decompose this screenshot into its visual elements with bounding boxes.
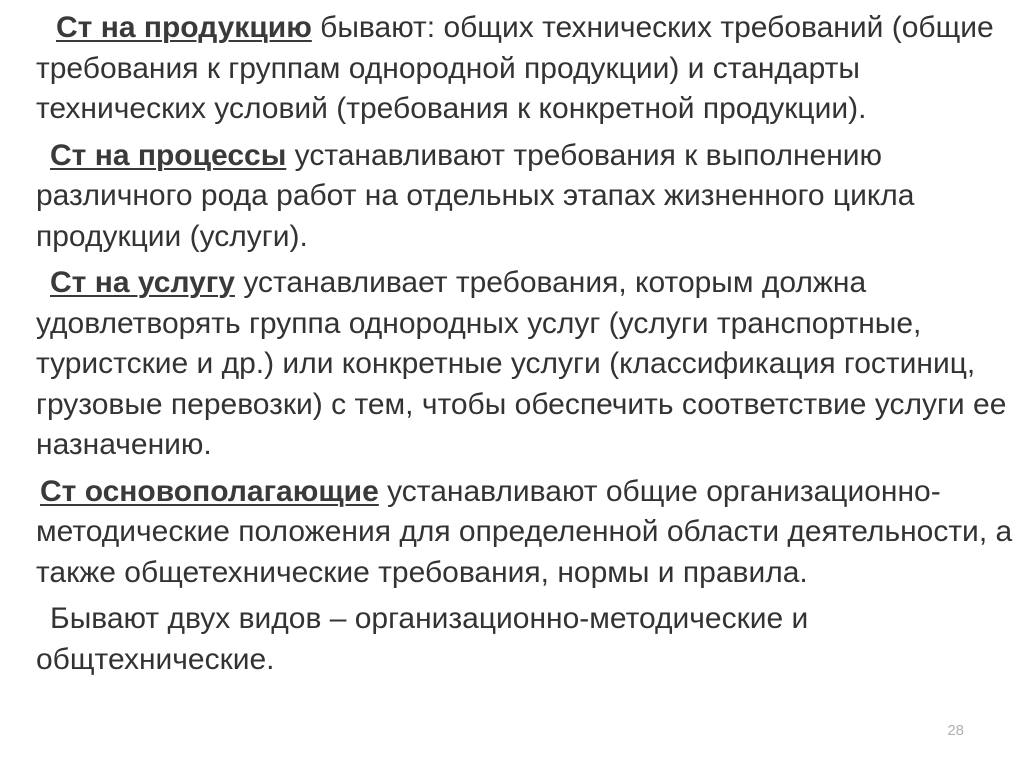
paragraph-text: устанавливают общие организационно-методические положения для определенной области деятельности, а также общетехнические требования, нормы и правила.: [36, 474, 1013, 589]
term-process-standards: Ст на процессы: [50, 138, 287, 172]
slide-body: [36, 8, 1016, 686]
term-service-standards: Ст на услугу: [50, 266, 235, 299]
paragraph-product-standards: [36, 8, 1016, 130]
paragraph-text: бывают: общих технических требований (общие требования к группам однородной продукции) и стандарты технических условий (требования к конкретной продукции).: [36, 11, 994, 125]
paragraph-process-standards: [36, 136, 1016, 258]
paragraph-text: устанавливают требования к выполнению различного рода работ на отдельных этапах жизненного цикла продукции (услуги).: [36, 138, 915, 253]
paragraph-two-types: [36, 599, 1016, 680]
paragraph-text: устанавливает требования, которым должна удовлетворять группа однородных услуг (услуги транспортные, туристские и др.) или конкретные услуги (классификация гостиниц, грузовые перевозки) с тем, чтобы обеспечить соответствие услуги ее назначению.: [36, 266, 1007, 461]
paragraph-fundamental-standards: [36, 472, 1016, 594]
paragraph-text: Бывают двух видов – организационно-методические и общтехнические.: [36, 602, 809, 676]
term-product-standards: Ст на продукцию: [56, 11, 312, 44]
paragraph-service-standards: [36, 263, 1016, 466]
term-fundamental-standards: Ст основополагающие: [40, 474, 379, 508]
slide-number: 28: [947, 722, 964, 739]
